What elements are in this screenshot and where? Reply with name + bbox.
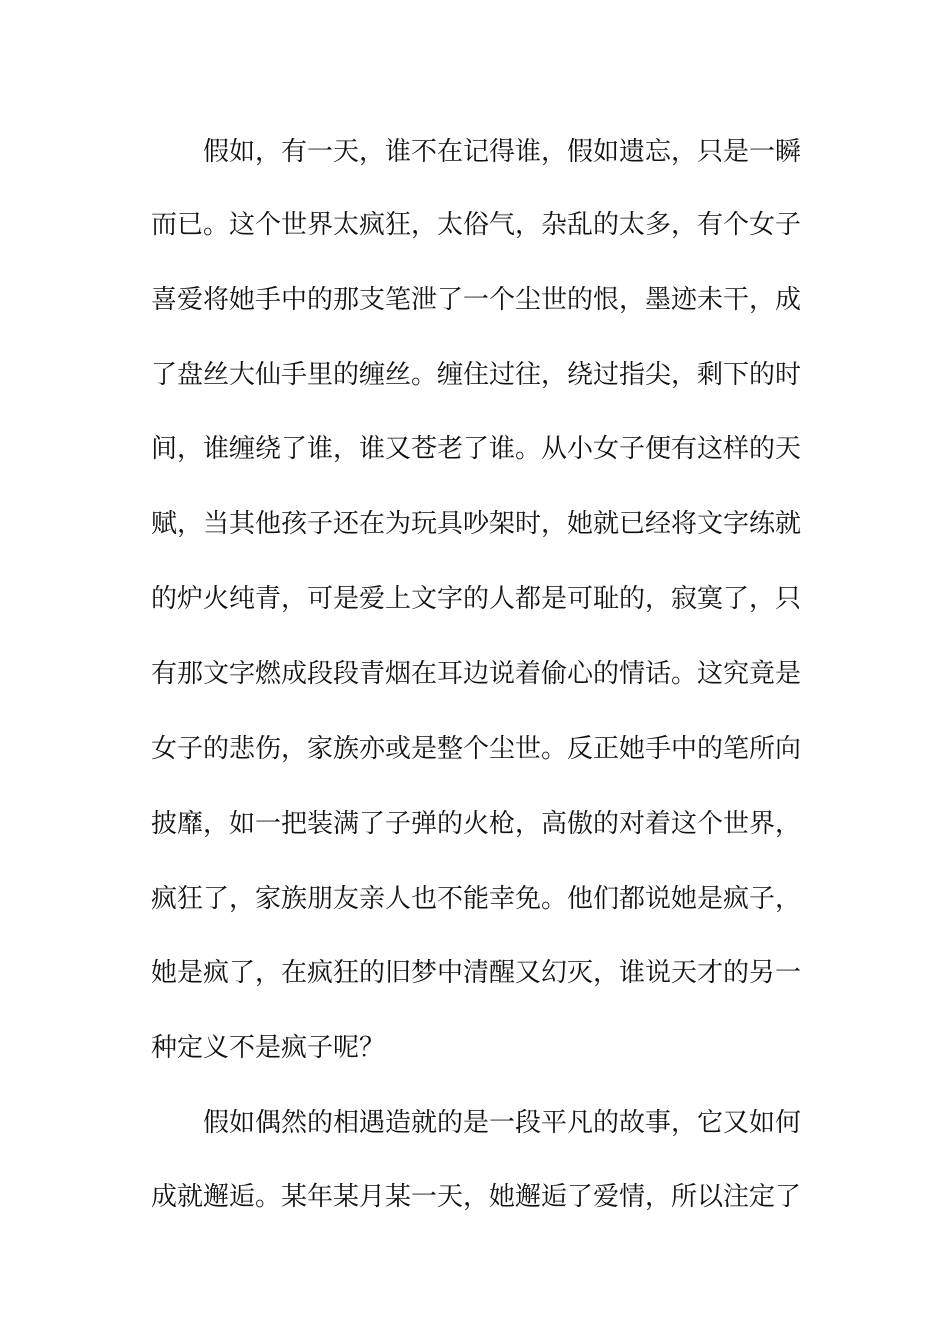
paragraph-1-line-9: 女子的悲伤，家族亦或是整个尘世。反正她手中的笔所向 — [151, 734, 802, 764]
paragraph-1-line-8: 有那文字燃成段段青烟在耳边说着偷心的情话。这究竟是 — [151, 659, 802, 689]
paragraph-1-line-10: 披靡，如一把装满了子弹的火枪，高傲的对着这个世界， — [151, 809, 802, 839]
paragraph-2-line-2: 成就邂逅。某年某月某一天，她邂逅了爱情，所以注定了 — [151, 1182, 802, 1212]
paragraph-2-line-1: 假如偶然的相遇造就的是一段平凡的故事，它又如何 — [203, 1108, 802, 1138]
paragraph-1-line-2: 而已。这个世界太疯狂，太俗气，杂乱的太多，有个女子 — [151, 210, 802, 240]
paragraph-1-line-6: 赋，当其他孩子还在为玩具吵架时，她就已经将文字练就 — [151, 509, 802, 539]
paragraph-1-line-4: 了盘丝大仙手里的缠丝。缠住过往，绕过指尖，剩下的时 — [151, 360, 802, 390]
paragraph-1-line-12: 她是疯了，在疯狂的旧梦中清醒又幻灭，谁说天才的另一 — [151, 958, 802, 988]
paragraph-1-line-13: 种定义不是疯子呢？ — [151, 1033, 386, 1063]
paragraph-1-line-7: 的炉火纯青，可是爱上文字的人都是可耻的，寂寞了，只 — [151, 584, 802, 614]
paragraph-1-line-11: 疯狂了，家族朋友亲人也不能幸免。他们都说她是疯子， — [151, 884, 802, 914]
paragraph-1-line-3: 喜爱将她手中的那支笔泄了一个尘世的恨，墨迹未干，成 — [151, 285, 802, 315]
paragraph-1-line-5: 间，谁缠绕了谁，谁又苍老了谁。从小女子便有这样的天 — [151, 434, 802, 464]
paragraph-1-line-1: 假如，有一天，谁不在记得谁，假如遗忘，只是一瞬 — [203, 137, 802, 167]
